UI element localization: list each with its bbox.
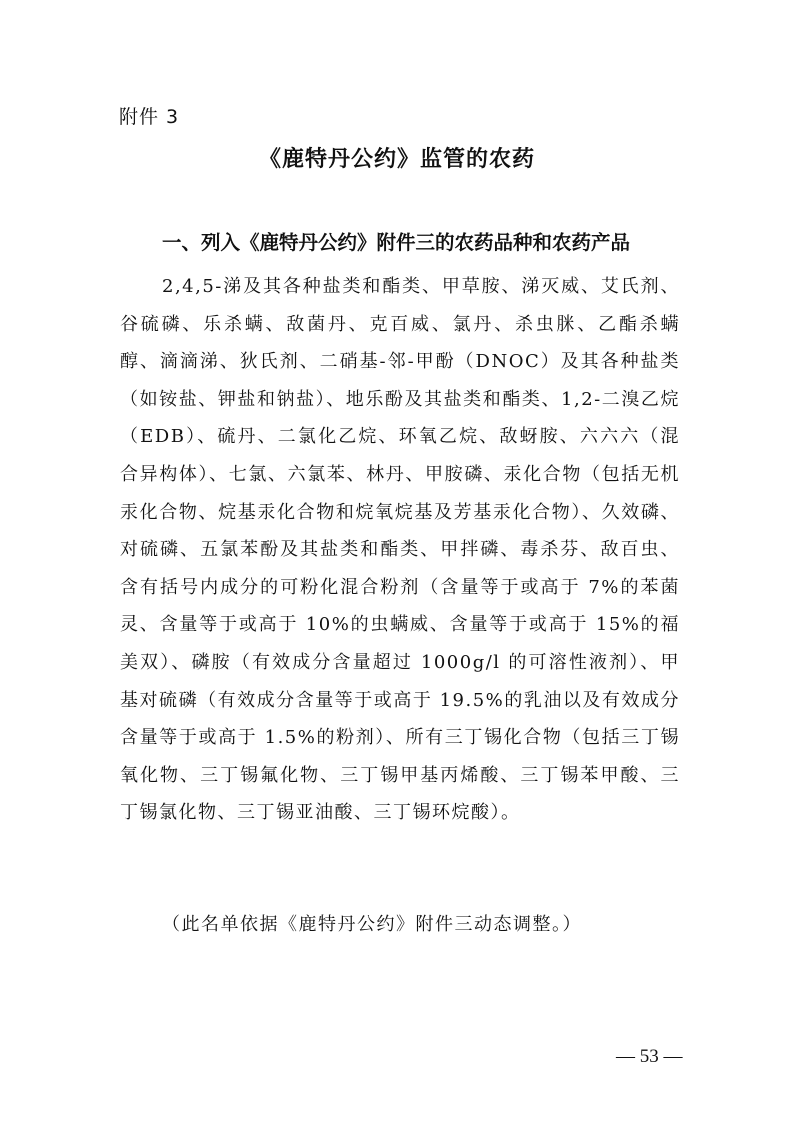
body-paragraph: 2,4,5-涕及其各种盐类和酯类、甲草胺、涕灭威、艾氏剂、谷硫磷、乐杀螨、敌菌丹、克百威、氯丹、杀虫脒、乙酯杀螨醇、滴滴涕、狄氏剂、二硝基-邻-甲酚（DNOC）及其各种盐类（如铵盐、钾盐和钠盐）、地乐酚及其盐类和酯类、1,2-二溴乙烷（EDB）、硫丹、二氯化乙烷、环氧乙烷、敌蚜胺、六六六（混合异构体）、七氯、六氯苯、林丹、甲胺磷、汞化合物（包括无机汞化合物、烷基汞化合物和烷氧烷基及芳基汞化合物）、久效磷、对硫磷、五氯苯酚及其盐类和酯类、甲拌磷、毒杀芬、敌百虫、含有括号内成分的可粉化混合粉剂（含量等于或高于 7%的苯菌灵、含量等于或高于 10%的虫螨威、含量等于或高于 15%的福美双）、磷胺（有效成分含量超过 1000g/l 的可溶性液剂）、甲基对硫磷（有效成分含量等于或高于 19.5%的乳油以及有效成分含量等于或高于 1.5%的粉剂）、所有三丁锡化合物（包括三丁锡氧化物、三丁锡氟化物、三丁锡甲基丙烯酸、三丁锡苯甲酸、三丁锡氯化物、三丁锡亚油酸、三丁锡环烷酸）。 <box>120 276 680 824</box>
page-title: 《鹿特丹公约》监管的农药 <box>258 147 535 172</box>
section-heading: 一、列入《鹿特丹公约》附件三的农药品种和农药产品 <box>162 231 631 254</box>
page-number: — 53 — <box>616 1046 683 1067</box>
note-text: （此名单依据《鹿特丹公约》附件三动态调整。） <box>162 914 582 935</box>
attachment-label: 附件 3 <box>119 106 180 128</box>
